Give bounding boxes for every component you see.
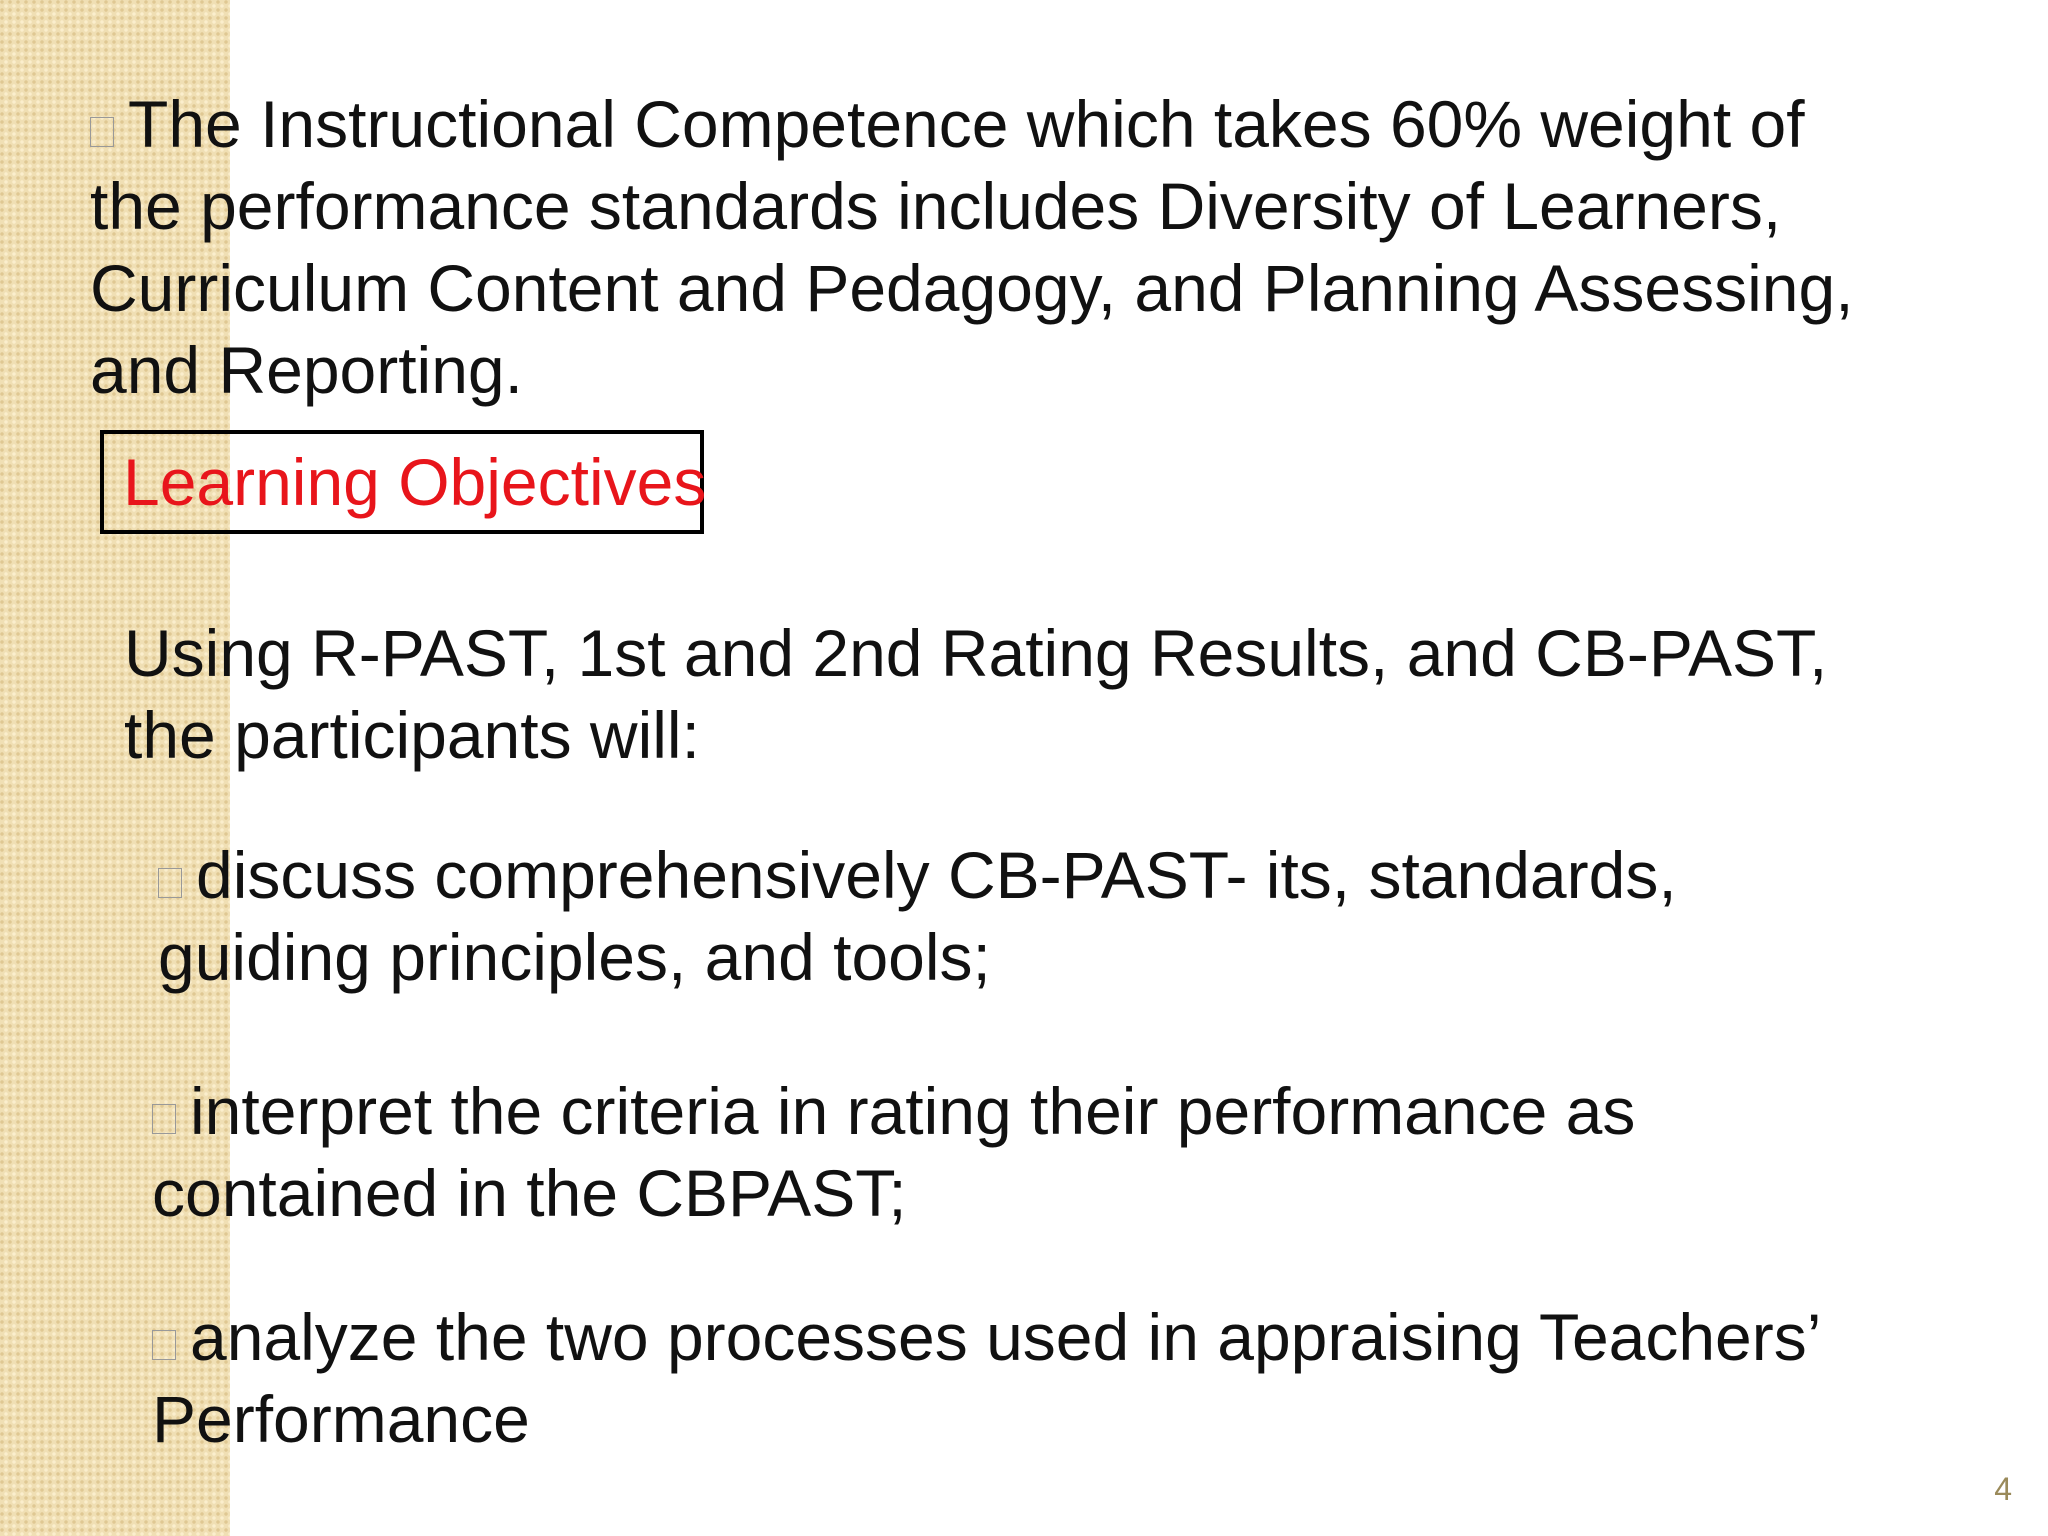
objectives-title: Learning Objectives	[123, 445, 707, 519]
objective-item	[158, 834, 1677, 998]
intro-line: The Instructional Competence which takes 60% weight of	[90, 83, 1854, 165]
objective-line: guiding principles, and tools;	[158, 920, 991, 994]
page-number: 4	[1994, 1471, 2012, 1507]
intro-paragraph	[90, 83, 1854, 411]
bullet-box-icon	[158, 868, 182, 898]
objective-line: contained in the CBPAST;	[152, 1156, 907, 1230]
bullet-box-icon	[90, 117, 114, 147]
intro-line: the performance standards includes Diversity of Learners,	[90, 169, 1782, 243]
lead-line: Using R-PAST, 1st and 2nd Rating Results, and CB-PAST,	[124, 616, 1828, 690]
bullet-box-icon	[152, 1104, 176, 1134]
objective-line: Performance	[152, 1382, 530, 1456]
lead-paragraph	[124, 612, 1827, 776]
lead-line: the participants will:	[124, 698, 700, 772]
intro-line: and Reporting.	[90, 333, 523, 407]
objective-item	[152, 1070, 1635, 1234]
objective-line: analyze the two processes used in appraising Teachers’	[152, 1296, 1821, 1378]
objective-line: interpret the criteria in rating their performance as	[152, 1070, 1635, 1152]
objective-item	[152, 1296, 1821, 1460]
intro-line: Curriculum Content and Pedagogy, and Planning Assessing,	[90, 251, 1854, 325]
bullet-box-icon	[152, 1330, 176, 1360]
objective-line: discuss comprehensively CB-PAST- its, standards,	[158, 834, 1677, 916]
